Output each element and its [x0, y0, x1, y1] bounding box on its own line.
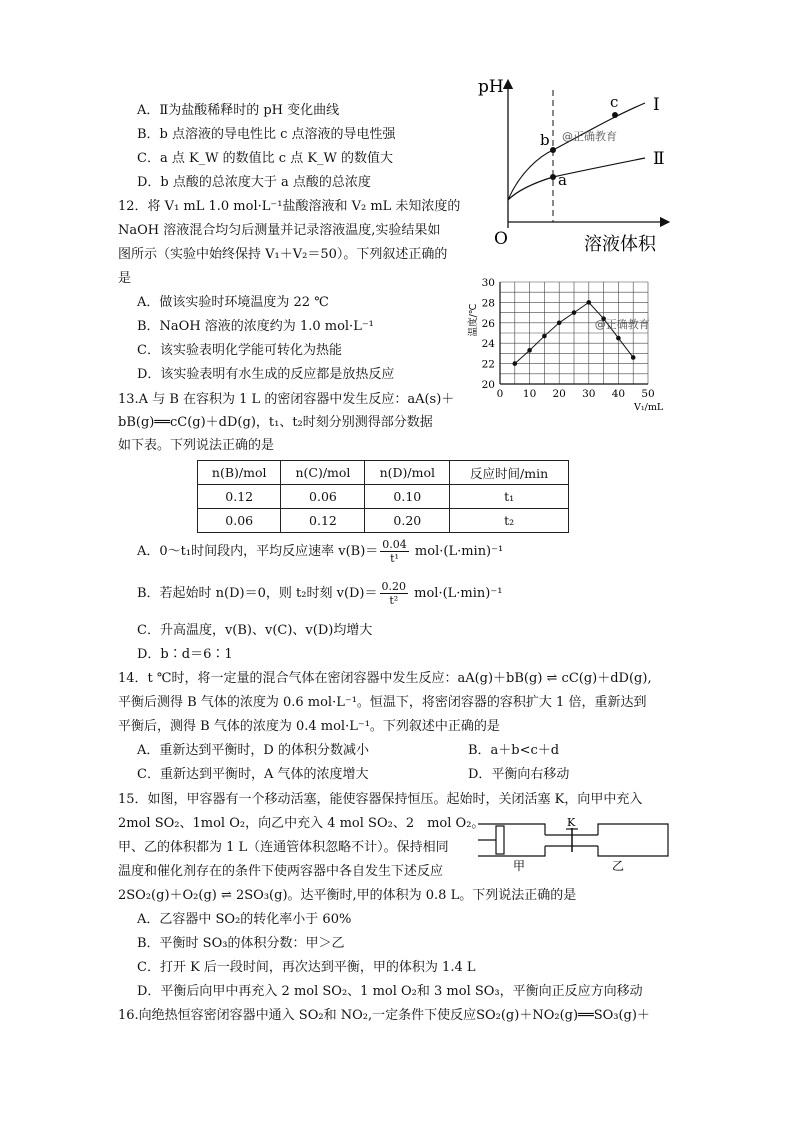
q16-stem-line1: 16.向绝热恒容密闭容器中通入 SO₂和 NO₂,一定条件下使反应SO₂(g)＋NO₂(g)══SO₃(g)＋ [118, 1008, 650, 1023]
q15-stem-line1: 15．如图，甲容器有一个移动活塞，能使容器保持恒压。起始时，关闭活塞 K，向甲中充入 [118, 792, 643, 807]
ph-y-label: pH [478, 77, 504, 97]
y-tick-label: 26 [481, 317, 495, 330]
y-tick-label: 30 [481, 277, 495, 289]
q12-option-b: B．NaOH 溶液的浓度约为 1.0 mol·L⁻¹ [137, 319, 374, 334]
q15-stem-line2: 2mol SO₂、1mol O₂，向乙中充入 4 mol SO₂、2 mol O₂。 [118, 816, 485, 831]
q15-stem-line5: 2SO₂(g)＋O₂(g) ⇌ 2SO₃(g)。达平衡时,甲的体积为 0.8 L。下列说法正确的是 [118, 888, 577, 903]
table-cell: 0.06 [198, 509, 281, 533]
q12-option-c: C．该实验表明化学能可转化为热能 [137, 343, 342, 358]
q13-option-c: C．升高温度，v(B)、v(C)、v(D)均增大 [137, 623, 373, 638]
q11-option-c: C．a 点 K_W 的数值比 c 点 K_W 的数值大 [137, 151, 394, 166]
q15-stem-line3: 甲、乙的体积都为 1 L（连通管体积忽略不计）。保持相同 [118, 840, 449, 855]
point-b-label: b [540, 131, 550, 149]
q12-option-a: A．做该实验时环境温度为 22 ℃ [137, 295, 329, 310]
q13-stem-line2: bB(g)══cC(g)＋dD(g)，t₁、t₂时刻分别测得部分数据 [118, 415, 433, 430]
q15-option-c: C．打开 K 后一段时间，再次达到平衡，甲的体积为 1.4 L [137, 960, 476, 975]
q14-stem-line2: 平衡后测得 B 气体的浓度为 0.6 mol·L⁻¹。恒温下，将密闭容器的容积扩大 1 倍，重新达到 [118, 695, 647, 710]
table-cell: 0.10 [365, 485, 450, 509]
x-tick-label: 50 [641, 388, 655, 400]
table-header: n(B)/mol [198, 461, 281, 485]
q14-stem-line3: 平衡后，测得 B 气体的浓度为 0.4 mol·L⁻¹。下列叙述中正确的是 [118, 719, 500, 734]
table-cell: t₁ [450, 485, 569, 509]
yi-label: 乙 [612, 859, 625, 873]
table-header: n(D)/mol [365, 461, 450, 485]
watermark-text: @正确教育 [594, 317, 650, 331]
x-tick-label: 40 [611, 388, 626, 400]
x-tick-label: 0 [496, 388, 504, 400]
y-tick-label: 28 [481, 297, 495, 310]
fraction-denominator: t² [389, 594, 399, 607]
q15-option-b: B．平衡时 SO₃的体积分数：甲＞乙 [137, 936, 345, 951]
table-cell: 0.12 [281, 509, 365, 533]
q12-stem-line1: 12．将 V₁ mL 1.0 mol·L⁻¹盐酸溶液和 V₂ mL 未知浓度的 [118, 199, 461, 214]
yi-container [598, 824, 668, 856]
point-a-label: a [558, 171, 567, 189]
q13-stem-line1: 13.A 与 B 在容积为 1 L 的密闭容器中发生反应：aA(s)＋ [118, 392, 455, 407]
table-header: n(C)/mol [281, 461, 365, 485]
q11-option-d: D．b 点酸的总浓度大于 a 点酸的总浓度 [137, 175, 371, 190]
y-tick-label: 20 [481, 379, 495, 391]
q12-stem-line4: 是 [118, 271, 132, 286]
valve-label: K [567, 816, 576, 829]
q15-option-d: D．平衡后向甲中再充入 2 mol SO₂、1 mol O₂和 3 mol SO₃，平衡向正反应方向移动 [137, 984, 643, 999]
x-tick-label: 20 [552, 388, 566, 400]
q13-option-a-text: A．0～t₁时间段内，平均反应速率 v(B)＝ [137, 544, 379, 559]
q13-option-b-text: B．若起始时 n(D)＝0，则 t₂时刻 v(D)＝ [137, 586, 378, 601]
table-header: 反应时间/min [450, 461, 569, 485]
fraction-numerator: 0.04 [382, 538, 407, 551]
q14-option-d: D．平衡向右移动 [468, 767, 570, 782]
table-cell: 0.12 [198, 485, 281, 509]
ph-x-label: 溶液体积 [584, 234, 656, 255]
fraction-numerator: 0.20 [381, 580, 407, 593]
x-tick-label: 10 [522, 388, 537, 400]
fraction-denominator: t¹ [390, 552, 399, 565]
q14-option-c: C．重新达到平衡时，A 气体的浓度增大 [137, 767, 369, 782]
q11-option-b: B．b 点溶液的导电性比 c 点溶液的导电性强 [137, 127, 396, 142]
q12-option-d: D．该实验表明有水生成的反应都是放热反应 [137, 367, 395, 382]
q12-stem-line3: 图所示（实验中始终保持 V₁＋V₂＝50）。下列叙述正确的 [118, 247, 448, 262]
q11-option-a: A．Ⅱ为盐酸稀释时的 pH 变化曲线 [137, 103, 340, 118]
q15-stem-line4: 温度和催化剂存在的条件下使两容器中各自发生下述反应 [118, 864, 444, 879]
jia-label: 甲 [513, 859, 526, 873]
curve-two-label: Ⅱ [653, 149, 665, 169]
q13-stem-line3: 如下表。下列说法正确的是 [118, 438, 275, 453]
x-axis-label: V₁/mL [634, 402, 664, 413]
watermark-text: @正确教育 [562, 130, 617, 143]
table-cell: 0.06 [281, 485, 365, 509]
y-tick-label: 24 [481, 338, 495, 351]
table-cell: t₂ [450, 509, 569, 533]
q14-option-a: A．重新达到平衡时，D 的体积分数减小 [137, 743, 369, 758]
y-axis-label: 温度/℃ [468, 303, 479, 337]
x-tick-label: 30 [582, 388, 596, 400]
piston [496, 826, 504, 854]
q14-option-b: B．a＋b<c＋d [468, 743, 560, 758]
q12-stem-line2: NaOH 溶液混合均匀后测量并记录溶液温度,实验结果如 [118, 223, 441, 238]
table-cell: 0.20 [365, 509, 450, 533]
y-tick-label: 22 [481, 358, 495, 371]
ph-origin-label: O [494, 229, 508, 249]
curve-one-label: Ⅰ [653, 95, 660, 115]
q13-option-b-unit: mol·(L·min)⁻¹ [414, 586, 503, 601]
q15-option-a: A．乙容器中 SO₂的转化率小于 60% [137, 912, 352, 927]
q13-option-d: D．b∶d＝6∶1 [137, 647, 233, 662]
q14-stem-line1: 14．t ℃时，将一定量的混合气体在密闭容器中发生反应：aA(g)＋bB(g) ⇌ cC(g)＋dD(g), [118, 671, 652, 686]
q13-option-a-unit: mol·(L·min)⁻¹ [414, 544, 504, 559]
point-c-label: c [610, 93, 619, 111]
